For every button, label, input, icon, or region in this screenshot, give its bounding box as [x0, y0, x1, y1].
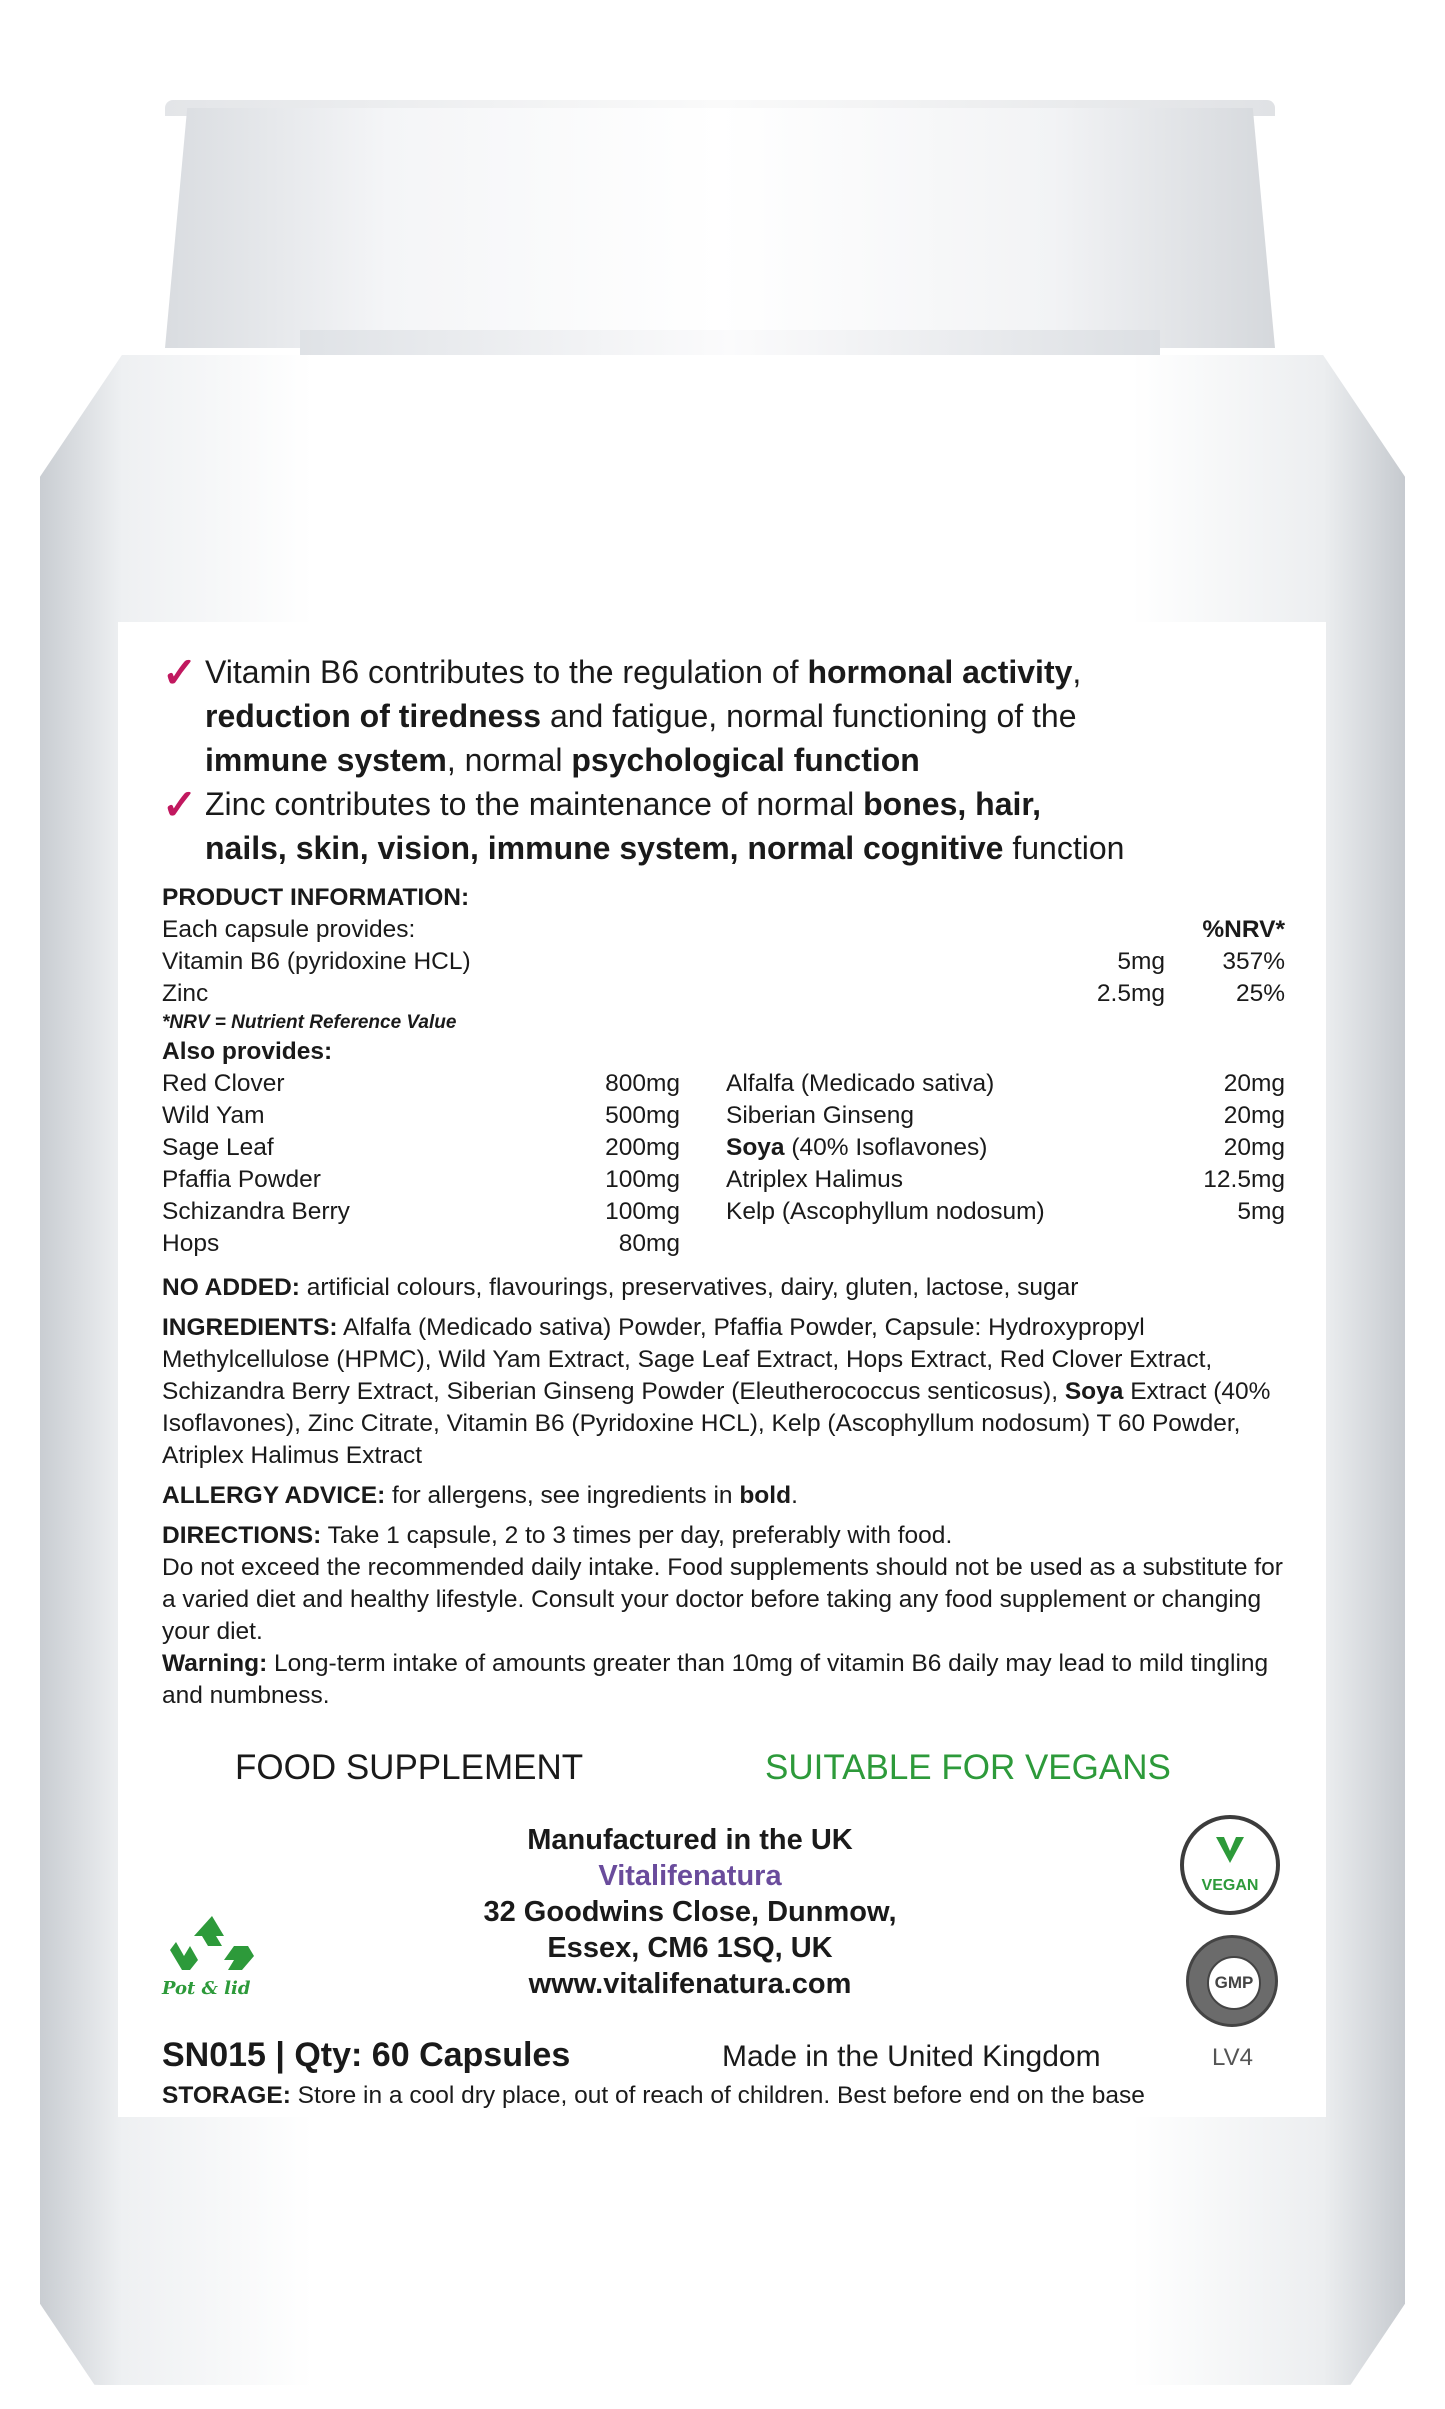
- ingredient-amount: 5mg: [1237, 1198, 1285, 1225]
- each-capsule-label: Each capsule provides:: [162, 916, 416, 943]
- website: www.vitalifenatura.com: [528, 1968, 852, 2000]
- suitable-for-vegans-label: SUITABLE FOR VEGANS: [765, 1748, 1171, 1787]
- nrv-note: *NRV = Nutrient Reference Value: [162, 1012, 457, 1033]
- ingredient-amount: 20mg: [1223, 1134, 1285, 1161]
- nrv-header: %NRV*: [1202, 916, 1285, 943]
- nutrient-name: Zinc: [162, 980, 209, 1007]
- ingredient-name: Kelp (Ascophyllum nodosum): [726, 1198, 1045, 1225]
- ingredient-name: Atriplex Halimus: [726, 1166, 903, 1193]
- claim-zinc-line1: Zinc contributes to the maintenance of normal bones, hair,: [205, 786, 1041, 822]
- ingredient-name: Alfalfa (Medicado sativa): [726, 1070, 995, 1097]
- manufactured-in-uk: Manufactured in the UK: [527, 1824, 853, 1856]
- allergy-advice: ALLERGY ADVICE: for allergens, see ingredients in bold.: [162, 1482, 798, 1509]
- claim-b6-line3: immune system, normal psychological function: [205, 742, 920, 778]
- ingredient-name: Schizandra Berry: [162, 1198, 350, 1225]
- brand-name: Vitalifenatura: [598, 1860, 782, 1892]
- ingredient-amount: 100mg: [605, 1166, 680, 1193]
- address-line1: 32 Goodwins Close, Dunmow,: [483, 1896, 897, 1928]
- ingredient-amount: 20mg: [1223, 1070, 1285, 1097]
- ingredient-amount: 500mg: [605, 1102, 680, 1129]
- nutrient-name: Vitamin B6 (pyridoxine HCL): [162, 948, 471, 975]
- ingredient-name: Soya (40% Isoflavones): [726, 1134, 988, 1161]
- leaf-icon: [1212, 1831, 1248, 1867]
- recycle-icon: [162, 1912, 262, 2002]
- gmp-badge: [1186, 1935, 1278, 2027]
- check-icon: ✓: [162, 649, 198, 696]
- vegan-badge-text: VEGAN: [1201, 1877, 1259, 1894]
- ingredient-name: Pfaffia Powder: [162, 1166, 321, 1193]
- no-added-text: NO ADDED: artificial colours, flavourings, preservatives, dairy, gluten, lactose, sugar: [162, 1274, 1079, 1301]
- ingredient-amount: 80mg: [618, 1230, 680, 1257]
- ingredient-name: Siberian Ginseng: [726, 1102, 914, 1129]
- also-provides-heading: Also provides:: [162, 1038, 333, 1065]
- nutrient-amount: 2.5mg: [1096, 980, 1165, 1007]
- claim-b6-line2: reduction of tiredness and fatigue, normal functioning of the: [205, 698, 1077, 734]
- label-version: LV4: [1212, 2044, 1253, 2071]
- ingredient-amount: 200mg: [605, 1134, 680, 1161]
- nutrient-amount: 5mg: [1117, 948, 1165, 975]
- ingredient-name: Wild Yam: [162, 1102, 265, 1129]
- directions-text: DIRECTIONS: Take 1 capsule, 2 to 3 times per day, preferably with food. Do not exceed the recommended daily intake. Food supplements should not be used as a substitute for a varied diet and healthy lifestyle. Consult your doctor before taking any food supplement or changing your diet. Warning: Long-term intake of amounts greater than 10mg of vitamin B6 daily may lead to mild tingling and numbness.: [162, 1522, 1283, 1709]
- ingredient-amount: 12.5mg: [1203, 1166, 1285, 1193]
- claim-b6-line1: Vitamin B6 contributes to the regulation of hormonal activity,: [205, 654, 1082, 690]
- address-line2: Essex, CM6 1SQ, UK: [547, 1932, 833, 1964]
- ingredient-amount: 800mg: [605, 1070, 680, 1097]
- claim-zinc-line2: nails, skin, vision, immune system, normal cognitive function: [205, 830, 1125, 866]
- ingredient-name: Sage Leaf: [162, 1134, 274, 1161]
- check-icon: ✓: [162, 781, 198, 828]
- ingredient-amount: 100mg: [605, 1198, 680, 1225]
- recycle-label: Pot & lid: [162, 1978, 251, 1999]
- storage-text: STORAGE: Store in a cool dry place, out of reach of children. Best before end on the base: [162, 2082, 1145, 2109]
- ingredient-name: Red Clover: [162, 1070, 285, 1097]
- ingredient-amount: 20mg: [1223, 1102, 1285, 1129]
- ingredients-text: INGREDIENTS: Alfalfa (Medicado sativa) Powder, Pfaffia Powder, Capsule: Hydroxypropyl Methylcellulose (HPMC), Wild Yam Extract, Sage Leaf Extract, Hops Extract, Red Clover Extract, Schizandra Berry Extract, Siberian Ginseng Powder (Eleutherococcus senticosus), Soya Extract (40% Isoflavones), Zinc Citrate, Vitamin B6 (Pyridoxine HCL), Kelp (Ascophyllum nodosum) T 60 Powder, Atriplex Halimus Extract: [162, 1314, 1271, 1469]
- product-info-heading: PRODUCT INFORMATION:: [162, 884, 470, 911]
- nutrient-nrv: 357%: [1222, 948, 1285, 975]
- food-supplement-label: FOOD SUPPLEMENT: [235, 1748, 584, 1787]
- gmp-badge-text: GMP: [1207, 1956, 1261, 2010]
- bottle-lid: [165, 108, 1275, 348]
- nutrient-nrv: 25%: [1235, 980, 1285, 1007]
- made-in-uk: Made in the United Kingdom: [722, 2040, 1101, 2073]
- vegan-badge: [1180, 1815, 1280, 1915]
- ingredient-name: Hops: [162, 1230, 220, 1257]
- sku-quantity: SN015 | Qty: 60 Capsules: [162, 2036, 571, 2074]
